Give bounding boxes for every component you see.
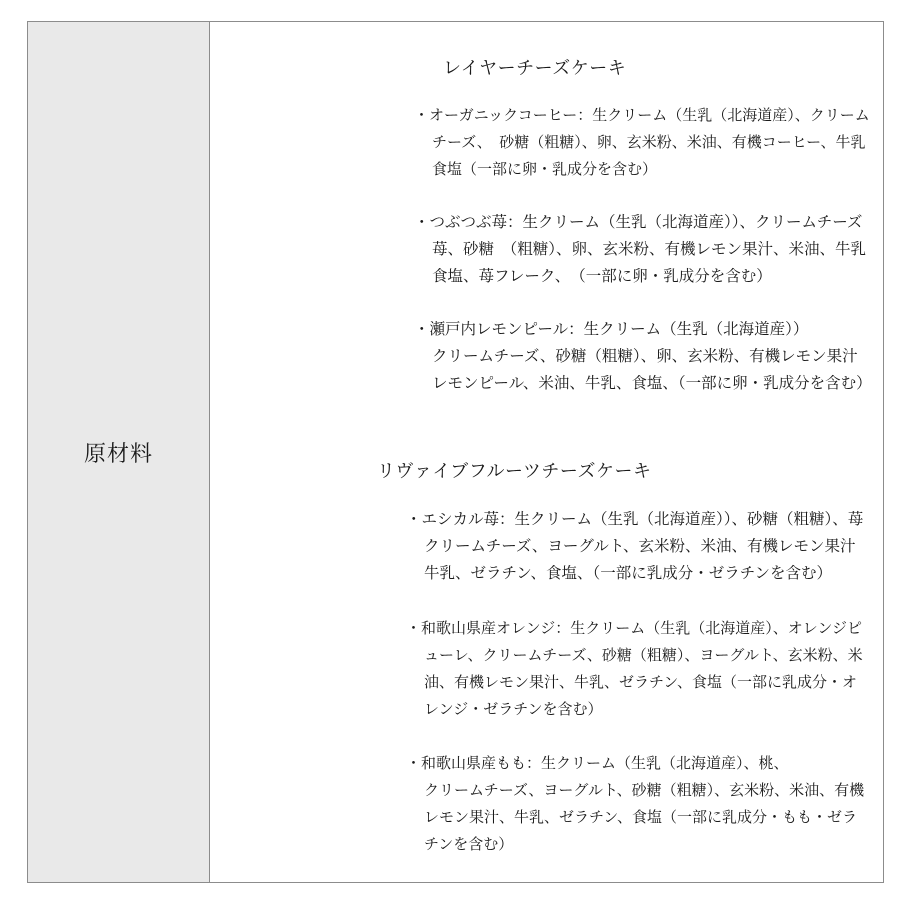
item-line: ・エシカル苺：生クリーム（生乳（北海道産））、砂糖（粗糖）、苺 [406, 510, 864, 528]
list-item-wakayama-orange [406, 615, 863, 723]
item-line: 食塩（一部に卵・乳成分を含む） [432, 160, 658, 178]
item-line: ・瀬戸内レモンピール：生クリーム（生乳（北海道産）） [414, 320, 809, 338]
item-line: チンを含む） [424, 835, 514, 853]
list-item-tsubu-strawberry [414, 209, 866, 290]
ingredients-table [27, 21, 884, 883]
content-cell [210, 22, 883, 882]
list-item-ethical-strawberry [406, 506, 863, 587]
item-line: ・和歌山県産オレンジ：生クリーム（生乳（北海道産）、オレンジピ [406, 619, 863, 637]
item-line: 油、有機レモン果汁、牛乳、ゼラチン、食塩（一部に乳成分・オ [424, 673, 858, 691]
label-text: 原材料 [83, 441, 153, 467]
item-line: クリームチーズ、砂糖（粗糖）、卵、玄米粉、有機レモン果汁 [432, 347, 858, 365]
label-cell [28, 22, 210, 882]
item-line: レンジ・ゼラチンを含む） [424, 700, 603, 718]
item-line: 苺、砂糖 （粗糖）、卵、玄米粉、有機レモン果汁、米油、牛乳 [432, 240, 867, 258]
list-item-setouchi-lemon [414, 316, 872, 397]
item-line: クリームチーズ、ヨーグルト、玄米粉、米油、有機レモン果汁 [424, 537, 856, 555]
item-line: レモン果汁、牛乳、ゼラチン、食塩（一部に乳成分・もも・ゼラ [424, 808, 858, 826]
item-line: ・和歌山県産もも：生クリーム（生乳（北海道産）、桃、 [406, 754, 789, 772]
item-line: ・オーガニックコーヒー：生クリーム（生乳（北海道産）、クリーム [414, 106, 870, 124]
item-line: クリームチーズ、ヨーグルト、砂糖（粗糖）、玄米粉、米油、有機 [424, 781, 865, 799]
item-line: 牛乳、ゼラチン、食塩、（一部に乳成分・ゼラチンを含む） [424, 564, 832, 582]
item-line: 食塩、苺フレーク、 （一部に卵・乳成分を含む） [432, 267, 772, 285]
item-line: チーズ、 砂糖（粗糖）、卵、玄米粉、米油、有機コーヒー、牛乳 [432, 133, 866, 151]
item-line: レモンピール、米油、牛乳、食塩、（一部に卵・乳成分を含む） [432, 374, 872, 392]
section-title-layer-cheesecake: レイヤーチーズケーキ [443, 58, 627, 79]
list-item-wakayama-peach [406, 750, 864, 858]
section-title-revive-fruit-cheesecake: リヴァイブフルーツチーズケーキ [377, 461, 652, 482]
item-line: ・つぶつぶ苺：生クリーム（生乳（北海道産））、クリームチーズ [414, 213, 863, 231]
item-line: ューレ、クリームチーズ、砂糖（粗糖）、ヨーグルト、玄米粉、米 [424, 646, 863, 664]
list-item-organic-coffee [414, 102, 870, 183]
